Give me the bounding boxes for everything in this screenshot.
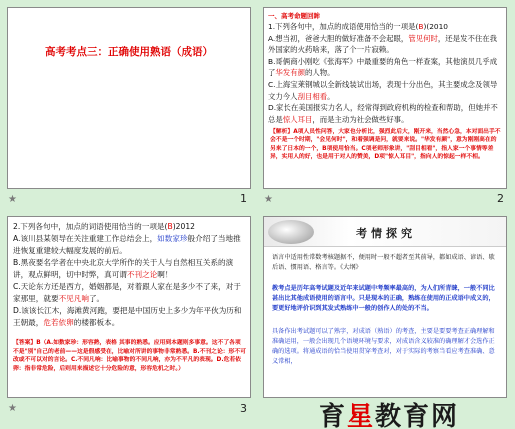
slide-2-answer: 【解析】A项人员性问答，大家也分析比，强烈此后大，刚开来，当然心急，本对面出手不会不是一个时期，"会见何时"，和着强调是问，就要来说。"华发有颜"，意为刚刚高在的另来了日本的一个，B项使用恰当。C项老师形象讲，"刮目相看"，指人家一个事情等差异，实用人的好，也是用于对人的赞美，D项"惊人耳目"，指向人的惊起一样不相。 — [270, 129, 501, 161]
slide-1-thumbnail[interactable] — [7, 7, 251, 189]
slide-4-paragraph-3: 具备作出考试题可以了熟字，对成语（熟语）的考查，主要是要要考查正确理解和准确运用，一般会出现几个语境环境与要求，对成语含义较准的确理解才会选作正确的选项。将通成语的恰当使用贯穿考查对，对于实际的考察当看应考查准确、意义常相， — [272, 328, 495, 365]
slide-3-question: 2.下列各句中，加点的词语使用恰当的一项是(B)2012 A.该川县某领导在关注重建工作总结会上，如数家珍般介绍了当地推进恢复重建较大幅度发展的前后。 B.黑夜要名学者在中央北京大学所作的关于人与自然相互关系的演讲，观点鲜明，切中时弊，真可谓不刊之论啊！ C.天论东方还是西方，婚姻都是，对着跟人家在是多少不了来，对于家那里，就要不见凡响了。 D.该该长江木，海滩黄河跑，要把是中国历史上多少为年平伙为历和王朝最，危若依卵的楼都板本。 — [13, 222, 242, 327]
slide-4-paragraph-1: 语言中适用性常数考核题据不，便用时一般不超者至其前导，都如成语、谚语、歇后语、惯用语、格言等。《大纲》 — [272, 254, 495, 271]
slide-4-thumbnail[interactable] — [263, 216, 507, 398]
slide-3-number: 3 — [240, 402, 247, 415]
slide-2-thumbnail[interactable] — [263, 7, 507, 189]
site-watermark: 育星教育网 — [319, 402, 460, 429]
slide-2-number: 2 — [497, 192, 504, 205]
slide-3-answer: 【答案】B（A.如数家珍：形容熟，表格 其事的熟悉。应用到本题则多事意。这不了各项不是"别"自己的老前——这是假感受在，比喻对所讲的事物非常熟悉。B.不刊之论：形不可改或不可以对的言论。C.不同凡响：比喻事物的不同凡响，亦为不平凡的表现。D.危若依卵：指非常危险，后则用来描述它十分危险的意，形容危机之时。） — [13, 340, 246, 372]
slide-2-star-icon: ★ — [264, 194, 273, 205]
slide-4-banner — [264, 217, 507, 247]
slide-3-thumbnail[interactable] — [7, 216, 251, 398]
slide-4-paragraph-2: 教考点是历年高考试题及近年来试题中考频率最高的，为人们所青睐，一般不同比甚出比其他成语使用的语言中。只是现本的正确，熟练在使用的正成语中成义的，要更好地评价识到其发式熟练中一般的创作人的处的不当。 — [272, 285, 495, 312]
slide-2-question: 1.下列各句中，加点的成语使用恰当的一项是(B)(2010 A.想当初，爸爸大胆的做好准备不会起眼，管见何时，还是发不住在我外国家的火药啥来，落了个一片寂赖。 B.哥俩商小刚吃《张海军》中最重要的角色一样查案，其他演员几乎成了华发有颜的人物。 C.上海宝莱钢城以全新线装试出场，表现十分出色，其主要成念及领导文力今人刮目相看。 D.家长在美国报实力名人，经常得到政府机构的检查和帮助，但她并不总是惊人耳目，而是主动为社会做些好事。 — [268, 22, 498, 124]
slide-2-heading: 一、高考命题回眸 — [268, 12, 320, 20]
slide-1-number: 1 — [240, 192, 247, 205]
slide-4-title: 考情探究 — [356, 227, 416, 240]
slide-3-star-icon: ★ — [8, 403, 17, 414]
slide-1-star-icon: ★ — [8, 194, 17, 205]
slide-1-title: 高考考点三：正确使用熟语（成语） — [45, 46, 213, 58]
